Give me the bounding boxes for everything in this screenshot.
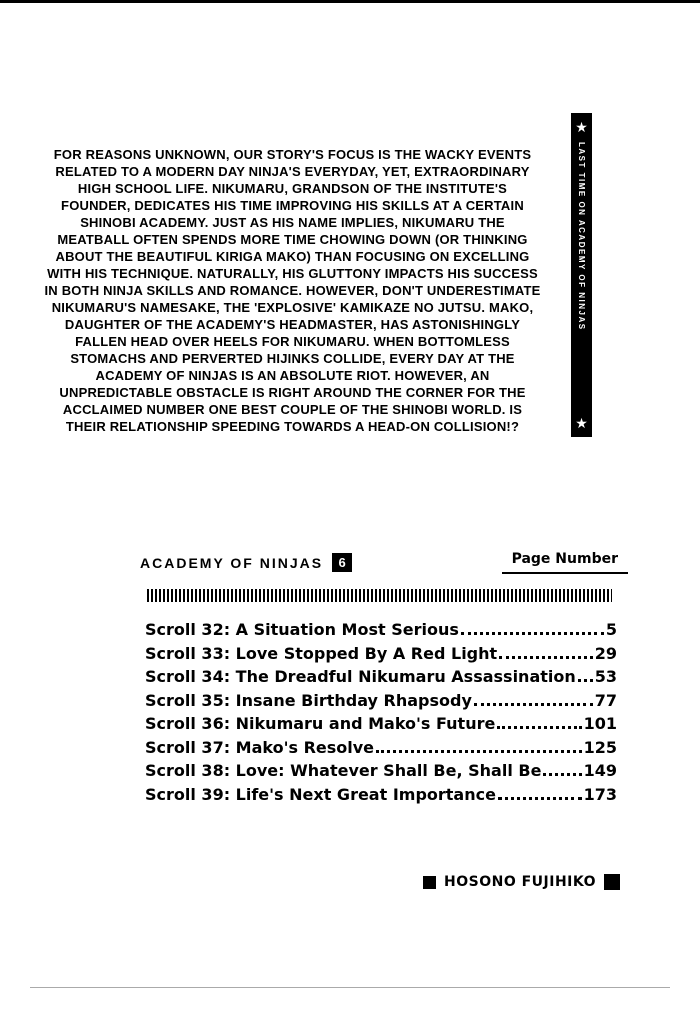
dot-leader [474,703,593,706]
divider-bars [147,589,612,602]
toc-entry-title: Scroll 36: Nikumaru and Mako's Future [145,714,496,733]
toc-entry-title: Scroll 39: Life's Next Great Importance [145,784,496,804]
toc-entry-page: 5 [605,620,617,639]
toc-entry [145,759,617,783]
last-time-banner [571,113,592,437]
toc-entry-page: 149 [583,761,617,780]
dot-leader [498,797,582,800]
synopsis-line: DAUGHTER OF THE ACADEMY'S HEADMASTER, HAS ASTONISHINGLY [64,317,521,332]
top-border [0,0,700,3]
toc-entry-title: Scroll 32: A Situation Most Serious [145,620,459,639]
synopsis-line: RELATED TO A MODERN DAY NINJA'S EVERYDAY, YET, EXTRAORDINARY [55,164,530,179]
toc-entry [145,783,617,807]
toc-entry [145,618,617,642]
toc-entry-title: Scroll 33: Love Stopped By A Red Light [145,643,498,663]
synopsis-line: UNPREDICTABLE OBSTACLE IS RIGHT AROUND THE CORNER FOR THE [59,385,526,400]
toc-entry-title: Scroll 37: Mako's Resolve [145,737,375,757]
toc-entry-title: Scroll 38: Love: Whatever Shall Be, Shall Be [145,761,542,780]
synopsis-line: SHINOBI ACADEMY. JUST AS HIS NAME IMPLIES, NIKUMARU THE [80,215,505,230]
toc-entry [145,712,617,736]
dot-leader [578,679,593,682]
synopsis-line: MEATBALL OFTEN SPENDS MORE TIME CHOWING DOWN (OR THINKING [57,232,528,247]
bottom-border [30,987,670,988]
volume-badge: 6 [332,553,352,572]
synopsis-line: FOR REASONS UNKNOWN, OUR STORY'S FOCUS IS THE WACKY EVENTS [53,147,532,162]
star-icon: ★ [575,415,588,431]
last-time-banner-text: LAST TIME ON ACADEMY OF NINJAS [577,142,586,331]
synopsis-line: FALLEN HEAD OVER HEELS FOR NIKUMARU. WHEN BOTTOMLESS [75,334,510,349]
toc-header [140,551,628,574]
toc-entry-title: Scroll 35: Insane Birthday Rhapsody [145,690,472,710]
dot-leader [499,656,593,659]
toc-entry [145,689,617,713]
synopsis-text [25,146,560,435]
page-number-label: Page Number [502,551,628,574]
toc-entry-page: 53 [594,667,617,686]
synopsis-line: STOMACHS AND PERVERTED HIJINKS COLLIDE, EVERY DAY AT THE [70,351,515,366]
toc-entry [145,665,617,689]
toc-entry-page: 125 [583,737,617,757]
toc-entry-page: 173 [583,784,617,804]
toc-entry-page: 77 [594,690,617,710]
dot-leader [461,632,604,635]
synopsis-line: ACCLAIMED NUMBER ONE BEST COUPLE OF THE SHINOBI WORLD. IS [62,402,523,417]
synopsis-line: ABOUT THE BEAUTIFUL KIRIGA MAKO) THAN FOCUSING ON EXCELLING [55,249,530,264]
toc-entry [145,736,617,760]
dot-leader [376,750,582,753]
synopsis-line: WITH HIS TECHNIQUE. NATURALLY, HIS GLUTTONY IMPACTS HIS SUCCESS [47,266,538,281]
square-icon [423,876,436,889]
synopsis-line: NIKUMARU'S NAMESAKE, THE 'EXPLOSIVE' KAMIKAZE NO JUTSU. MAKO, [51,300,534,315]
synopsis-line: THEIR RELATIONSHIP SPEEDING TOWARDS A HEAD-ON COLLISION!? [65,419,520,434]
square-icon [604,874,620,890]
toc-entry-title: Scroll 34: The Dreadful Nikumaru Assassination [145,667,576,686]
synopsis-line: ACADEMY OF NINJAS IS AN ABSOLUTE RIOT. HOWEVER, AN [95,368,490,383]
synopsis-line: FOUNDER, DEDICATES HIS TIME IMPROVING HIS SKILLS AT A CERTAIN [61,198,524,213]
star-icon: ★ [575,119,588,135]
table-of-contents [145,618,617,806]
synopsis-line: HIGH SCHOOL LIFE. NIKUMARU, GRANDSON OF THE INSTITUTE'S [77,181,508,196]
toc-entry [145,642,617,666]
toc-entry-page: 29 [594,643,617,663]
author-name: HOSONO FUJIHIKO [444,874,596,890]
author-credit [423,874,620,890]
series-title: ACADEMY OF NINJAS [140,554,324,571]
dot-leader [543,773,581,776]
dot-leader [497,726,581,729]
toc-entry-page: 101 [583,714,617,733]
synopsis-line: IN BOTH NINJA SKILLS AND ROMANCE. HOWEVER, DON'T UNDERESTIMATE [44,283,541,298]
